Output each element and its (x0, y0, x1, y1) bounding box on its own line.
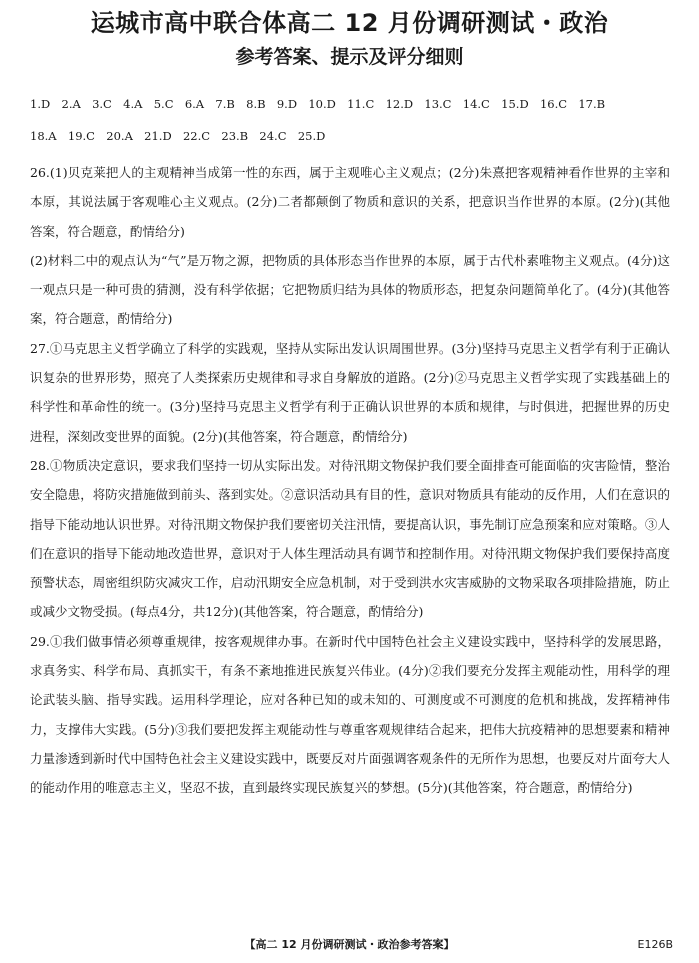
answer-29: 29.①我们做事情必须尊重规律，按客观规律办事。在新时代中国特色社会主义建设实践中，坚持科学的发展思路，求真务实、科学布局、真抓实干，有条不紊地推进民族复兴伟业。(4分)②我们要充分发挥主观能动性，用科学的理论武装头脑、指导实践。运用科学理论，应对各种已知的或未知的、可测度或不可测度的危机和挑战，发挥精神伟力，支撑伟大实践。(5分)③我们要把发挥主观能动性与尊重客观规律结合起来，把伟大抗疫精神的思想要素和精神力量渗透到新时代中国特色社会主义建设实践中，既要反对片面强调客观条件的无所作为思想，也要反对片面夸大人的能动作用的唯意志主义，坚忍不拔，直到最终实现民族复兴的梦想。(5分)(其他答案，符合题意，酌情给分) (30, 633, 670, 796)
answer-item-9: 9.D (276, 97, 298, 111)
answer-item-16: 16.C (539, 97, 568, 111)
document-title: 运城市高中联合体高二 12 月份调研测试・政治 (90, 9, 609, 37)
answer-26-part-1: 26.(1)贝克莱把人的主观精神当成第一性的东西，属于主观唯心主义观点；(2分)朱熹把客观精神看作世界的主宰和本原，其说法属于客观唯心主义观点。(2分)二者都颠倒了物质和意识的关系，把意识当作世界的本原。(2分)(其他答案，符合题意，酌情给分) (30, 165, 670, 239)
answer-item-17: 17.B (578, 97, 606, 111)
answer-item-1: 1.D (30, 97, 51, 111)
answer-item-4: 4.A (123, 97, 143, 111)
answer-28: 28.①物质决定意识，要求我们坚持一切从实际出发。对待汛期文物保护我们要全面排查可能面临的灾害险情，整治安全隐患，将防灾措施做到前头、落到实处。②意识活动具有目的性，意识对物质具有能动的反作用，人们在意识的指导下能动地认识世界。对待汛期文物保护我们要密切关注汛情，要提高认识，事先制订应急预案和应对策略。③人们在意识的指导下能动地改造世界，意识对于人体生理活动具有调节和控制作用。对待汛期文物保护我们要保持高度预警状态，周密组织防灾减灾工作，启动汛期安全应急机制，对于受到洪水灾害威胁的文物采取各项排险措施，防止或减少文物受损。(每点4分，共12分)(其他答案，符合题意，酌情给分) (30, 457, 670, 620)
answer-27: 27.①马克思主义哲学确立了科学的实践观，坚持从实际出发认识周围世界。(3分)坚持马克思主义哲学有利于正确认识复杂的世界形势，照亮了人类探索历史规律和寻求自身解放的道路。(2分)②马克思主义哲学实现了实践基础上的科学性和革命性的统一。(3分)坚持马克思主义哲学有利于正确认识世界的本质和规律，与时俱进，把握世界的历史进程，深刻改变世界的面貌。(2分)(其他答案，符合题意，酌情给分) (30, 340, 670, 444)
answer-item-12: 12.D (385, 97, 414, 111)
answer-item-10: 10.D (308, 97, 336, 111)
answer-26-part-2: (2)材料二中的观点认为“气”是万物之源，把物质的具体形态当作世界的本原，属于古代朴素唯物主义观点。(4分)这一观点只是一种可贵的猜测，没有科学依据；它把物质归结为具体的物质形态，把复杂问题简单化了。(4分)(其他答案，符合题意，酌情给分) (30, 252, 670, 327)
answer-item-row2-2: 19.C (67, 129, 95, 143)
answer-item-row2-1: 18.A (30, 129, 57, 143)
footer-label: 【高二 12 月份调研测试・政治参考答案】 (244, 938, 455, 951)
document-subtitle: 参考答案、提示及评分细则 (235, 46, 464, 68)
answer-item-13: 13.C (424, 97, 452, 111)
answer-item-14: 14.C (462, 97, 490, 111)
footer-code: E126B (637, 938, 673, 951)
answer-key-row-2 (30, 126, 337, 146)
page-footer (0, 935, 699, 955)
answer-item-3: 3.C (92, 97, 112, 111)
answer-item-11: 11.C (347, 97, 375, 111)
answer-key-row-1 (30, 94, 616, 114)
answer-item-row2-5: 22.C (182, 129, 211, 143)
answer-explanations (30, 158, 670, 803)
answer-item-7: 7.B (215, 97, 235, 111)
answer-item-row2-3: 20.A (106, 129, 133, 143)
answer-item-row2-4: 21.D (144, 129, 172, 143)
answer-item-6: 6.A (184, 97, 205, 111)
answer-item-row2-7: 24.C (259, 129, 287, 143)
answer-item-2: 2.A (61, 97, 81, 111)
answer-item-8: 8.B (246, 97, 266, 111)
answer-item-15: 15.D (501, 97, 529, 111)
answer-item-row2-8: 25.D (297, 129, 326, 143)
answer-item-5: 5.C (153, 97, 174, 111)
answer-item-row2-6: 23.B (221, 129, 249, 143)
